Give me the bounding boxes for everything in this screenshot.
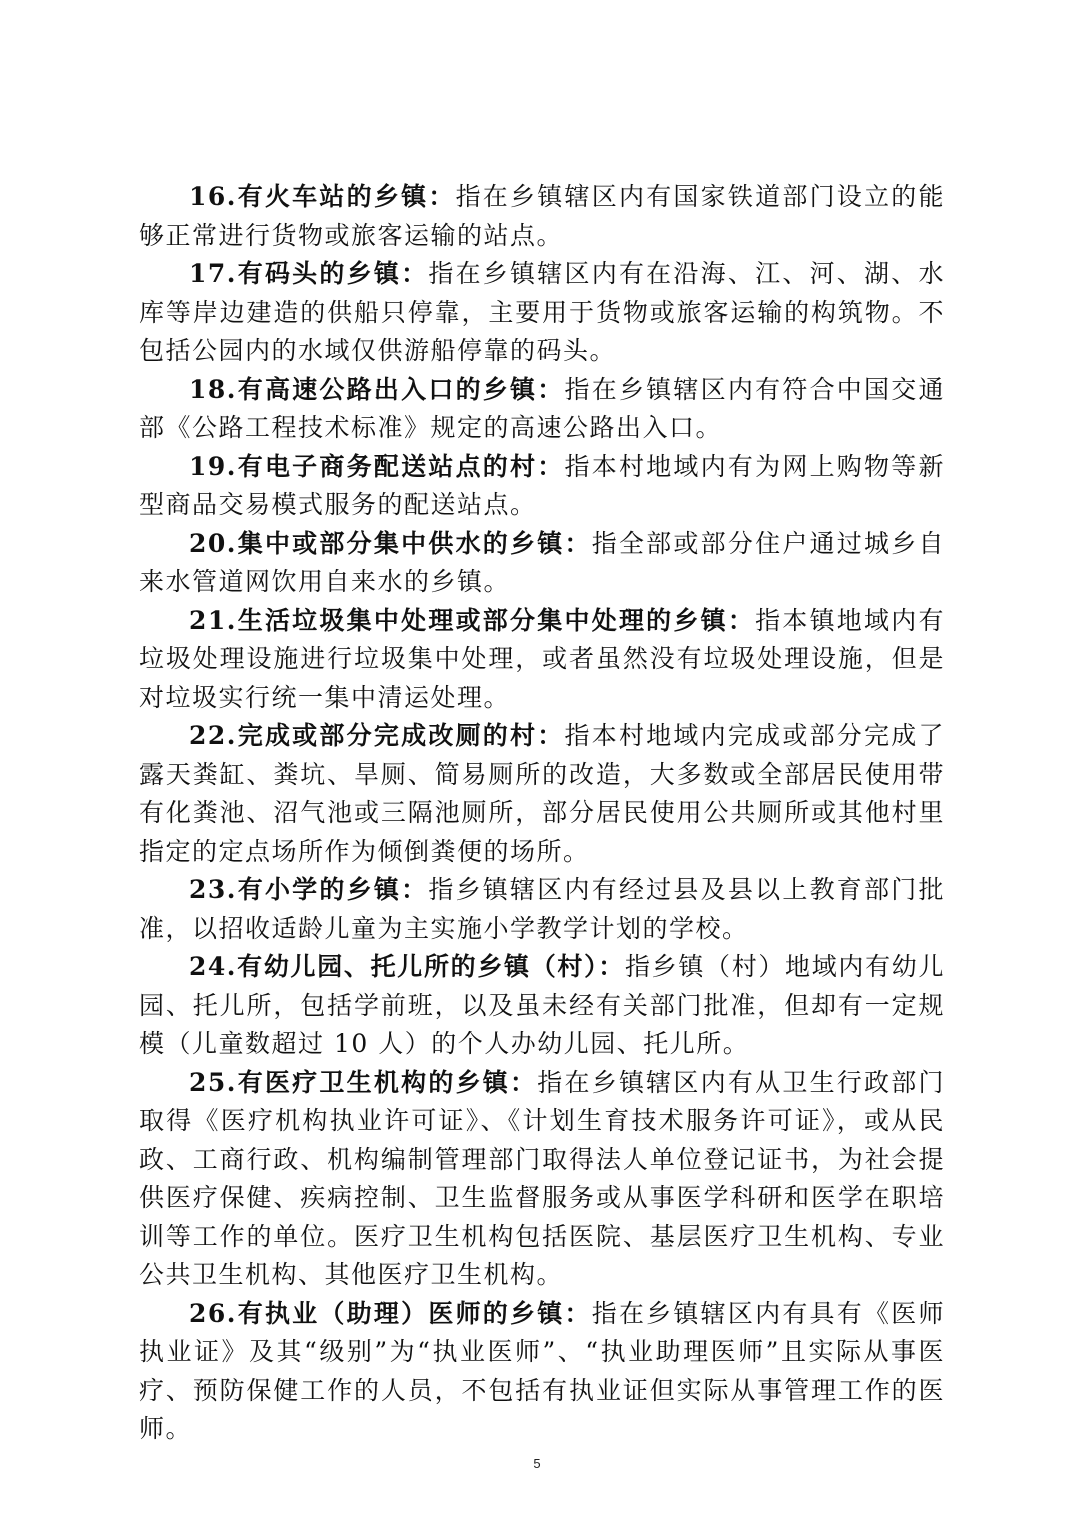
definition-text-18: 指在乡镇辖区内有符合中国交通部《公路工程技术标准》规定的高速公路出入口。 xyxy=(139,374,945,442)
definition-24 xyxy=(139,948,945,1064)
term-26: 26.有执业（助理）医师的乡镇： xyxy=(189,1298,592,1328)
term-21: 21.生活垃圾集中处理或部分集中处理的乡镇： xyxy=(189,605,756,635)
term-17: 17.有码头的乡镇： xyxy=(189,259,429,288)
definition-text-19: 指本村地域内有为网上购物等新型商品交易模式服务的配送站点。 xyxy=(139,451,945,519)
term-22: 22.完成或部分完成改厕的村： xyxy=(189,721,565,750)
definition-text-22: 指本村地域内完成或部分完成了露天粪缸、粪坑、旱厕、简易厕所的改造，大多数或全部居民使用带有化粪池、沼气池或三隔池厕所，部分居民使用公共厕所或其他村里指定的定点场所作为倾倒粪便的场所。 xyxy=(139,721,945,866)
definition-16 xyxy=(139,178,945,255)
definition-text-21: 指本镇地域内有垃圾处理设施进行垃圾集中处理，或者虽然没有垃圾处理设施，但是对垃圾实行统一集中清运处理。 xyxy=(139,605,945,712)
term-24: 24.有幼儿园、托儿所的乡镇（村）： xyxy=(189,952,625,981)
definition-text-24: 指乡镇（村）地域内有幼儿园、托儿所，包括学前班，以及虽未经有关部门批准，但却有一定规模（儿童数超过 10 人）的个人办幼儿园、托儿所。 xyxy=(139,952,945,1058)
definition-25 xyxy=(139,1064,945,1295)
term-16: 16.有火车站的乡镇： xyxy=(189,182,456,211)
definition-text-16: 指在乡镇辖区内有国家铁道部门设立的能够正常进行货物或旅客运输的站点。 xyxy=(139,182,945,250)
term-25: 25.有医疗卫生机构的乡镇： xyxy=(189,1067,538,1097)
page-number: 5 xyxy=(533,1456,541,1471)
definitions-body xyxy=(139,178,945,1449)
definition-23 xyxy=(139,871,945,948)
definition-text-20: 指全部或部分住户通过城乡自来水管道网饮用自来水的乡镇。 xyxy=(139,528,945,596)
term-20: 20.集中或部分集中供水的乡镇： xyxy=(189,528,592,558)
definition-22 xyxy=(139,717,945,871)
definition-26 xyxy=(139,1295,945,1449)
term-18: 18.有高速公路出入口的乡镇： xyxy=(189,374,565,404)
definition-text-23: 指乡镇辖区内有经过县及县以上教育部门批准，以招收适龄儿童为主实施小学教学计划的学校。 xyxy=(139,875,945,943)
definition-20 xyxy=(139,525,945,602)
definition-text-17: 指在乡镇辖区内有在沿海、江、河、湖、水库等岸边建造的供船只停靠，主要用于货物或旅客运输的构筑物。不包括公园内的水域仅供游船停靠的码头。 xyxy=(139,259,945,365)
definition-18 xyxy=(139,371,945,448)
definition-21 xyxy=(139,602,945,718)
definition-17 xyxy=(139,255,945,371)
term-23: 23.有小学的乡镇： xyxy=(189,875,429,904)
term-19: 19.有电子商务配送站点的村： xyxy=(189,451,565,481)
definition-text-26: 指在乡镇辖区内有具有《医师执业证》及其“级别”为“执业医师”、“执业助理医师”且实际从事医疗、预防保健工作的人员，不包括有执业证但实际从事管理工作的医师。 xyxy=(139,1298,945,1443)
definition-19 xyxy=(139,448,945,525)
definition-text-25: 指在乡镇辖区内有从卫生行政部门取得《医疗机构执业许可证》、《计划生育技术服务许可证》，或从民政、工商行政、机构编制管理部门取得法人单位登记证书，为社会提供医疗保健、疾病控制、卫生监督服务或从事医学科研和医学在职培训等工作的单位。医疗卫生机构包括医院、基层医疗卫生机构、专业公共卫生机构、其他医疗卫生机构。 xyxy=(139,1067,945,1289)
